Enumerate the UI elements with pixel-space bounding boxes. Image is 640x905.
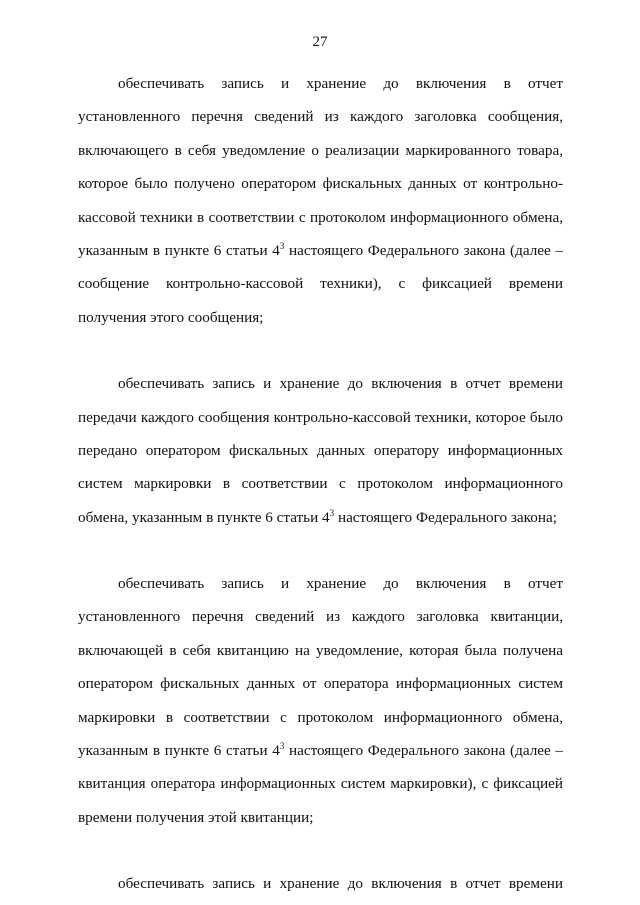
text-line [78, 634, 563, 667]
line-text: обеспечивать запись и хранение до включения в отчет времени [118, 375, 563, 393]
line-text: получения этого сообщения; [78, 308, 264, 326]
text-line [78, 67, 563, 100]
text-line [78, 367, 563, 400]
line-text-continued: настоящего Федерального закона (далее – [284, 241, 563, 259]
text-line [78, 134, 563, 167]
text-line [78, 667, 563, 700]
document-body [78, 67, 563, 901]
text-line [78, 167, 563, 200]
text-line [78, 301, 563, 334]
text-line [78, 734, 563, 767]
line-text: указанным в пункте 6 статьи 4 [78, 241, 280, 259]
page-number: 27 [312, 34, 328, 50]
line-text: времени получения этой квитанции; [78, 808, 314, 826]
line-text: указанным в пункте 6 статьи 4 [78, 742, 280, 760]
superscript: 3 [279, 741, 285, 752]
line-text: передано оператором фискальных данных оператору информационных [78, 441, 563, 459]
line-text: включающего в себя уведомление о реализации маркированного товара, [78, 141, 563, 159]
line-text: кассовой техники в соответствии с протоколом информационного обмена, [78, 208, 563, 226]
line-text: квитанция оператора информационных систем маркировки), с фиксацией [78, 775, 563, 793]
text-line [78, 867, 563, 900]
line-text: установленного перечня сведений из каждого заголовка сообщения, [78, 108, 563, 126]
paragraph [78, 67, 563, 334]
line-text: которое было получено оператором фискальных данных от контрольно- [78, 175, 563, 193]
line-text: включающей в себя квитанцию на уведомление, которая была получена [78, 641, 563, 659]
text-line [78, 467, 563, 500]
line-text: передачи каждого сообщения контрольно-кассовой техники, которое было [78, 408, 563, 426]
text-line [78, 801, 563, 834]
line-text: маркировки в соответствии с протоколом информационного обмена, [78, 708, 563, 726]
line-text: установленного перечня сведений из каждого заголовка квитанции, [78, 608, 563, 626]
line-text: оператором фискальных данных от оператора информационных систем [78, 675, 563, 693]
text-line [78, 401, 563, 434]
paragraph [78, 567, 563, 834]
superscript: 3 [279, 240, 285, 251]
line-text-continued: настоящего Федерального закона; [334, 508, 557, 526]
text-line [78, 701, 563, 734]
text-line [78, 267, 563, 300]
text-line [78, 100, 563, 133]
line-text: систем маркировки в соответствии с протоколом информационного [78, 475, 563, 493]
line-text: обеспечивать запись и хранение до включения в отчет [118, 75, 563, 92]
text-line [78, 501, 563, 534]
line-text: сообщение контрольно-кассовой техники), с фиксацией времени [78, 275, 563, 293]
line-text: обеспечивать запись и хранение до включения в отчет [118, 575, 563, 593]
text-line [78, 600, 563, 633]
text-line [78, 567, 563, 600]
line-text-continued: настоящего Федерального закона (далее – [284, 742, 563, 760]
text-line [78, 234, 563, 267]
paragraph [78, 367, 563, 534]
text-line [78, 201, 563, 234]
paragraph [78, 867, 563, 900]
line-text: обмена, указанным в пункте 6 статьи 4 [78, 508, 330, 526]
superscript: 3 [329, 507, 335, 518]
text-line [78, 434, 563, 467]
text-line [78, 767, 563, 800]
line-text: обеспечивать запись и хранение до включения в отчет времени [118, 875, 563, 893]
